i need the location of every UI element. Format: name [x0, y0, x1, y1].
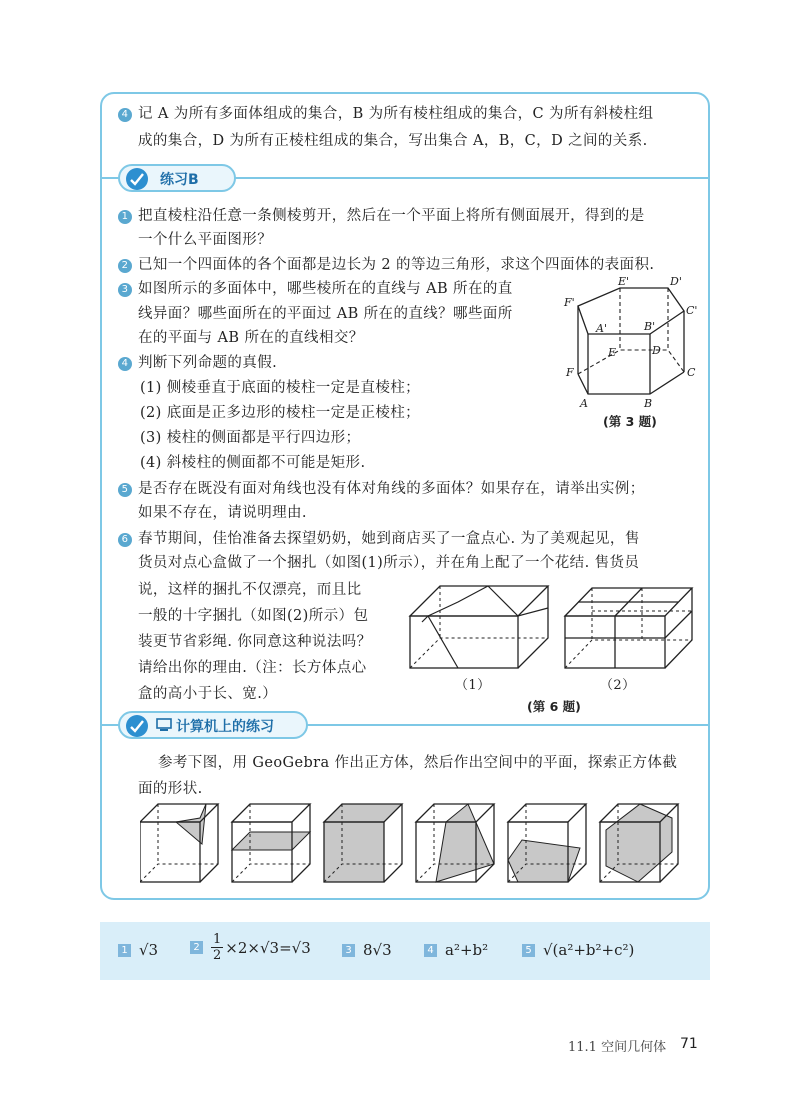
answer-2 [190, 932, 311, 963]
question-b4-item3: (3) 棱柱的侧面都是平行四边形； [140, 430, 361, 446]
question-b3-line2: 线异面？哪些面所在的平面过 AB 所在的直线？哪些面所 [138, 306, 513, 322]
answer-1 [118, 941, 158, 959]
cube-section-hexagon [600, 804, 678, 882]
question-b2-line1: 2 已知一个四面体的各个面都是边长为 2 的等边三角形，求这个四面体的表面积. [118, 255, 654, 275]
question-b1-line1: 1 把直棱柱沿任意一条侧棱剪开，然后在一个平面上将所有侧面展开，得到的是 [118, 206, 645, 226]
answer-5 [522, 941, 634, 959]
question-top-line1: 4 记 A 为所有多面体组成的集合，B 为所有棱柱组成的集合，C 为所有斜棱柱组 [118, 104, 653, 124]
cube-sections-row [140, 800, 680, 890]
answer-text: √3 [139, 941, 159, 959]
answer-text: a²+b² [445, 941, 489, 959]
fraction: $\frac{1}{2}$ [213, 932, 222, 963]
figure6-sub1: （1） [455, 678, 491, 693]
answer-text: ×2×√3=√3 [225, 938, 311, 957]
question-number-badge: 2 [118, 259, 132, 273]
question-b6-line7: 盒的高小于长、宽.） [138, 686, 278, 702]
question-b3-line3: 在的平面与 AB 所在的直线相交？ [138, 330, 364, 346]
question-b6-line4: 一般的十字捆扎（如图(2)所示）包 [138, 608, 369, 624]
question-b5-line2: 如果不存在，请说明理由. [138, 505, 307, 521]
answer-number: 5 [522, 944, 535, 957]
label-b: B [644, 397, 653, 410]
answer-3 [342, 941, 392, 959]
figure6-sub2: （2） [600, 678, 636, 693]
box-diagonal-ribbon [410, 586, 548, 668]
label-d-prime: D' [670, 276, 682, 288]
question-b4-item1: (1) 侧棱垂直于底面的棱柱一定是直棱柱； [140, 380, 421, 396]
figure6-gift-boxes [400, 578, 700, 678]
question-b4-item4: (4) 斜棱柱的侧面都不可能是矩形. [140, 455, 366, 471]
figure3-caption: (第 3 题) [603, 414, 657, 429]
question-number-badge: 4 [118, 357, 132, 371]
figure6-caption: (第 6 题) [527, 699, 581, 714]
pencil-check-icon [126, 715, 148, 737]
question-number-badge: 4 [118, 108, 132, 122]
answer-number: 3 [342, 944, 355, 957]
computer-text-line1: 参考下图，用 GeoGebra 作出正方体，然后作出空间中的平面，探索正方体截 [158, 755, 678, 771]
question-b4-line1: 4 判断下列命题的真假. [118, 353, 277, 373]
label-c: C [687, 366, 696, 379]
question-b3-line1: 3 如图所示的多面体中，哪些棱所在的直线与 AB 所在的直 [118, 279, 513, 299]
question-b6-line2: 货员对点心盒做了一个捆扎（如图(1)所示），并在角上配了一个花结. 售货员 [138, 555, 640, 571]
label-f: F [566, 366, 574, 379]
question-number-badge: 6 [118, 533, 132, 547]
pencil-check-icon [126, 168, 148, 190]
question-b6-line5: 装更节省彩绳. 你同意这种说法吗？ [138, 634, 372, 650]
cube-section-pentagon [508, 804, 586, 882]
section-computer-title: 计算机上的练习 [176, 719, 274, 735]
section-computer-tab [118, 711, 308, 739]
box-cross-ribbon [565, 588, 692, 668]
question-top-line2: 成的集合，D 为所有正棱柱组成的集合，写出集合 A，B，C，D 之间的关系. [138, 133, 648, 149]
answer-text: √(a²+b²+c²) [543, 941, 635, 959]
question-b4-item2: (2) 底面是正多边形的棱柱一定是正棱柱； [140, 405, 421, 421]
cube-section-triangle [140, 804, 218, 882]
question-b1-line2: 一个什么平面图形？ [138, 232, 273, 248]
answer-number: 2 [190, 941, 203, 954]
question-b6-line6: 请给出你的理由.（注：长方体点心 [138, 660, 367, 676]
cube-section-rectangle [324, 804, 402, 882]
answers-band [100, 922, 710, 980]
cube-section-trapezoid [416, 804, 494, 882]
label-b-prime: B' [644, 320, 656, 333]
section-b-tab [118, 164, 236, 192]
question-number-badge: 5 [118, 483, 132, 497]
label-e-prime: E' [618, 276, 630, 288]
question-number-badge: 3 [118, 283, 132, 297]
answer-number: 4 [424, 944, 437, 957]
label-c-prime: C' [686, 304, 698, 317]
page-number: 71 [680, 1036, 698, 1052]
label-f-prime: F' [564, 296, 575, 309]
label-a-prime: A' [596, 322, 607, 335]
answer-number: 1 [118, 944, 131, 957]
answer-text: 8√3 [363, 941, 392, 959]
label-d: D [652, 344, 661, 357]
footer-section: 11.1 空间几何体 [568, 1040, 667, 1055]
question-b6-line1: 6 春节期间，佳怡准备去探望奶奶，她到商店买了一盒点心. 为了美观起见，售 [118, 529, 640, 549]
cube-section-square [232, 804, 310, 882]
question-b6-line3: 说，这样的捆扎不仅漂亮，而且比 [138, 582, 362, 598]
question-b5-line1: 5 是否存在既没有面对角线也没有体对角线的多面体？如果存在，请举出实例； [118, 479, 645, 499]
computer-icon [156, 718, 172, 732]
label-a: A [580, 397, 588, 410]
label-e: E [608, 346, 617, 359]
question-number-badge: 1 [118, 210, 132, 224]
answer-4 [424, 941, 488, 959]
section-b-title: 练习B [160, 172, 199, 188]
computer-text-line2: 面的形状. [138, 781, 203, 797]
